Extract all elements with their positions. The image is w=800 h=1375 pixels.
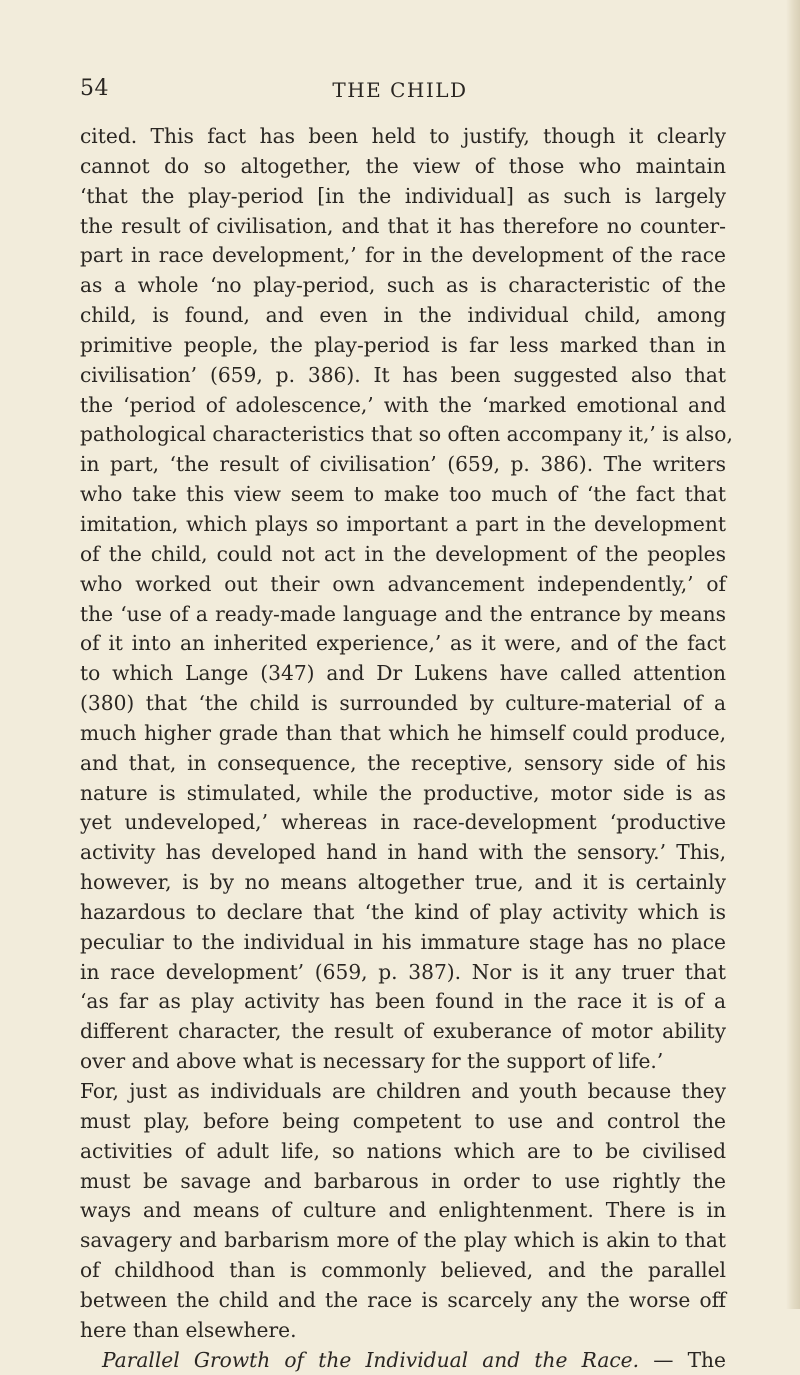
text-line: activity has developed hand in hand with the sensory.’ This,	[80, 840, 726, 865]
text-line: who worked out their own advancement independently,’ of	[80, 571, 726, 596]
body-text	[80, 122, 733, 1375]
text-line: imitation, which plays so important a part in the development	[80, 511, 726, 536]
text-line: however, is by no means altogether true, and it is certainly	[80, 870, 726, 895]
text-line: different character, the result of exuberance of motor ability	[80, 1019, 726, 1044]
text-line: primitive people, the play-period is far less marked than in	[80, 332, 726, 357]
text-line: the result of civilisation, and that it has therefore no counter-	[80, 213, 726, 238]
text-line: civilisation’ (659, p. 386). It has been suggested also that	[80, 362, 726, 387]
text-line: the ‘period of adolescence,’ with the ‘marked emotional and	[80, 392, 726, 417]
text-line: savagery and barbarism more of the play which is akin to that	[80, 1228, 726, 1253]
text-line: cited. This fact has been held to justify, though it clearly	[80, 124, 726, 148]
text-line: ‘as far as play activity has been found in the race it is of a	[80, 989, 726, 1014]
text-line: ‘that the play-period [in the individual] as such is largely	[80, 183, 726, 208]
text-line: here than elsewhere.	[80, 1317, 297, 1342]
running-title: THE CHILD	[332, 78, 468, 102]
text-line: (380) that ‘the child is surrounded by culture-material of a	[80, 691, 726, 716]
text-line: must be savage and barbarous in order to use rightly the	[80, 1168, 726, 1193]
section-heading-line	[80, 1346, 726, 1375]
text-line: activities of adult life, so nations which are to be civilised	[80, 1138, 726, 1163]
text-line: the ‘use of a ready-made language and the entrance by means	[80, 601, 726, 626]
text-line: to which Lange (347) and Dr Lukens have called attention	[80, 661, 726, 686]
text-line: pathological characteristics that so often accompany it,’ is also,	[80, 422, 733, 447]
section-heading-italic: Parallel Growth of the Individual and the Race.	[102, 1347, 640, 1372]
text-line: part in race development,’ for in the development of the race	[80, 243, 726, 268]
text-line: ways and means of culture and enlightenment. There is in	[80, 1198, 726, 1223]
text-line: must play, before being competent to use and control the	[80, 1108, 726, 1133]
text-line: as a whole ‘no play-period, such as is characteristic of the	[80, 273, 726, 298]
text-line: of the child, could not act in the development of the peoples	[80, 541, 726, 566]
text-line: in part, ‘the result of civilisation’ (659, p. 386). The writers	[80, 452, 726, 477]
section-heading-tail: — The	[639, 1347, 726, 1372]
text-line: between the child and the race is scarcely any the worse off	[80, 1287, 726, 1312]
text-line: in race development’ (659, p. 387). Nor is it any truer that	[80, 959, 726, 984]
text-line: hazardous to declare that ‘the kind of play activity which is	[80, 899, 726, 924]
text-line: who take this view seem to make too much of ‘the fact that	[80, 482, 726, 507]
text-line: For, just as individuals are children and youth because they	[80, 1079, 726, 1103]
running-head	[80, 76, 720, 106]
text-line: of it into an inherited experience,’ as it were, and of the fact	[80, 631, 726, 656]
text-line: much higher grade than that which he himself could produce,	[80, 720, 726, 745]
text-line: yet undeveloped,’ whereas in race-development ‘productive	[80, 810, 726, 835]
text-line: cannot do so altogether, the view of those who maintain	[80, 153, 726, 178]
text-line: and that, in consequence, the receptive, sensory side of his	[80, 750, 726, 775]
text-line: nature is stimulated, while the productive, motor side is as	[80, 780, 726, 805]
text-line: peculiar to the individual in his immature stage has no place	[80, 929, 726, 954]
text-line: over and above what is necessary for the support of life.’	[80, 1049, 664, 1074]
text-line: of childhood than is commonly believed, and the parallel	[80, 1258, 726, 1283]
text-line: child, is found, and even in the individual child, among	[80, 303, 726, 328]
page-number: 54	[80, 76, 109, 101]
page-edge	[786, 0, 800, 1309]
